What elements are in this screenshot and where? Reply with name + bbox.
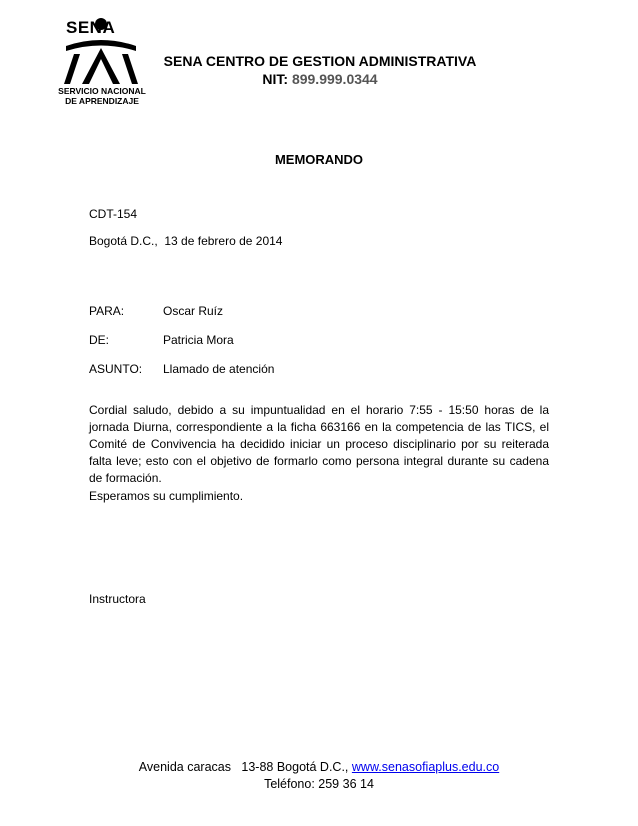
field-label-asunto: ASUNTO: bbox=[89, 362, 143, 376]
footer-phone: Teléfono: 259 36 14 bbox=[264, 777, 374, 791]
header-title: SENA CENTRO DE GESTION ADMINISTRATIVA bbox=[163, 53, 477, 69]
memo-signature: Instructora bbox=[89, 592, 146, 606]
header-nit bbox=[150, 71, 490, 87]
memo-title: MEMORANDO bbox=[274, 152, 364, 167]
footer-address: Avenida caracas 13-88 Bogotá D.C., bbox=[138, 760, 352, 774]
logo-subtitle bbox=[52, 86, 152, 106]
nit-label: NIT: bbox=[262, 71, 289, 87]
logo-subtitle-line1: SERVICIO NACIONAL bbox=[58, 86, 146, 96]
memo-place-date: Bogotá D.C., 13 de febrero de 2014 bbox=[89, 234, 283, 248]
field-value-asunto: Llamado de atención bbox=[163, 362, 275, 376]
memo-body: Cordial saludo, debido a su impuntualidad en el horario 7:55 - 15:50 horas de la jornada Diurna, correspondiente a la ficha 663166 en la competencia de las TICS, el Comité de Convivencia ha decidido iniciar un proceso disciplinario por su reiterada falta leve; esto con el objetivo de formarlo como persona integral durante su cadena de formación. bbox=[89, 403, 549, 485]
nit-value: 899.999.0344 bbox=[291, 71, 378, 87]
field-label-para: PARA: bbox=[89, 304, 125, 318]
field-value-de: Patricia Mora bbox=[163, 333, 234, 347]
memo-closing: Esperamos su cumplimiento. bbox=[89, 489, 244, 503]
field-label-de: DE: bbox=[89, 333, 110, 347]
logo-wordmark: SENA bbox=[66, 18, 116, 37]
footer-website-link[interactable]: www.senasofiaplus.edu.co bbox=[351, 760, 500, 774]
memo-code: CDT-154 bbox=[89, 207, 138, 221]
footer-address-line bbox=[0, 760, 638, 774]
field-value-para: Oscar Ruíz bbox=[163, 304, 224, 318]
logo-subtitle-line2: DE APRENDIZAJE bbox=[65, 96, 139, 106]
